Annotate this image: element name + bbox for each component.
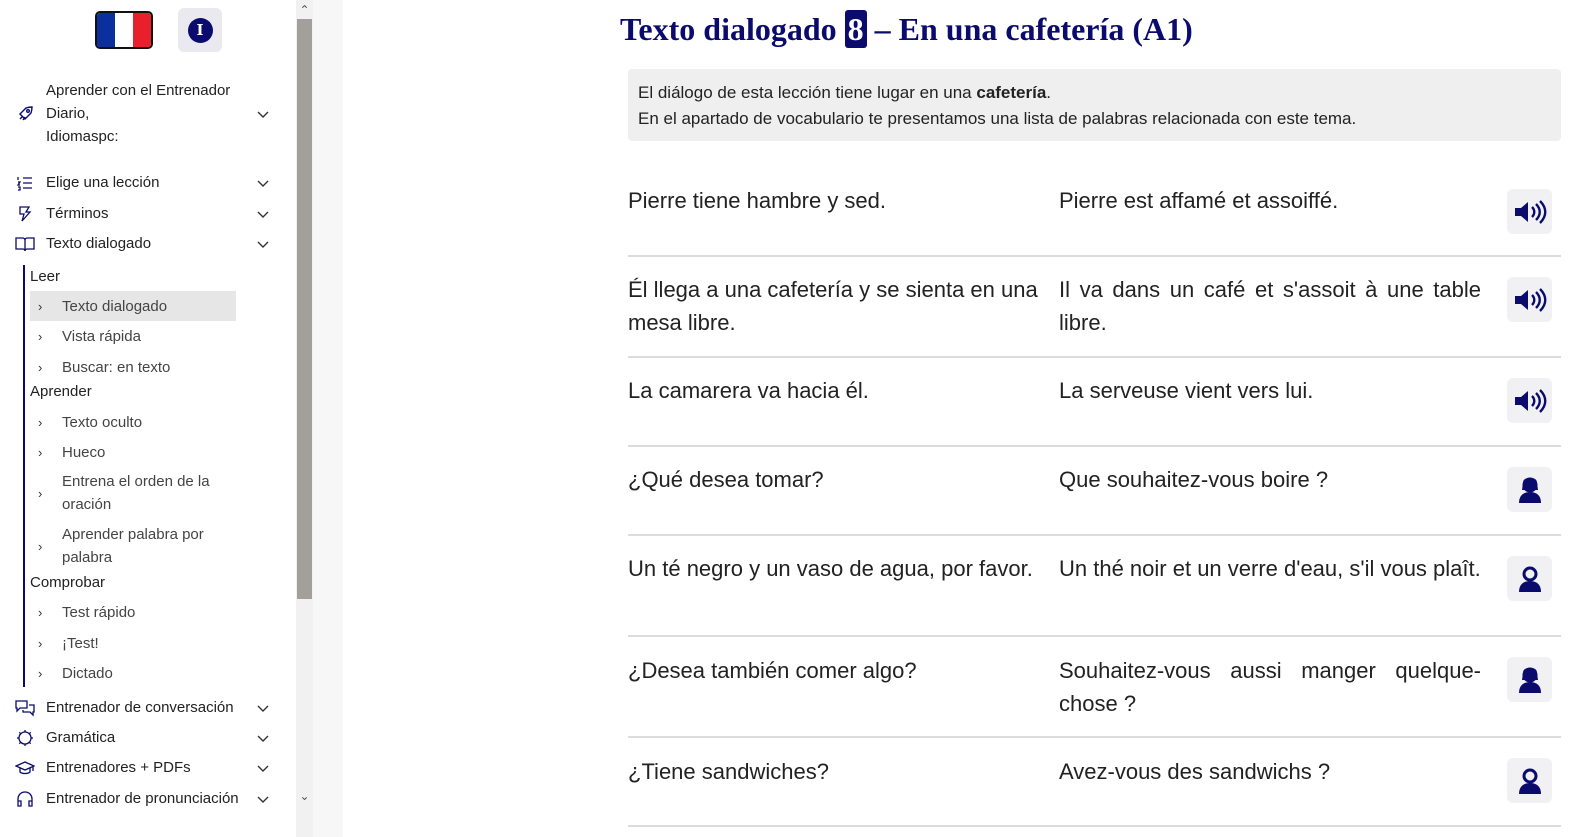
submenu-heading-leer: Leer [30,268,61,285]
play-audio-button[interactable] [1507,189,1552,234]
submenu-item-label: Test rápido [62,603,136,621]
submenu-item-test[interactable] [30,631,236,655]
scroll-up-arrow-icon[interactable]: ⌃ [299,3,310,17]
french-sentence: Souhaitez-vous aussi manger quelque-chose ? [1059,658,1481,716]
nav-entrenador-pronunciacion[interactable] [14,787,270,810]
nav-gramatica[interactable] [14,726,270,749]
submenu-heading-aprender: Aprender [30,383,92,400]
dialogue-row [628,447,1561,536]
nav-label: Entrenador de pronunciación [46,790,239,807]
nav-label: Entrenadores + PDFs [46,759,191,776]
submenu-item-label: Texto dialogado [62,297,168,315]
chevron-right-icon: › [38,665,43,681]
submenu-item-palabra-por-palabra[interactable] [30,523,236,569]
submenu-item-label: Texto oculto [62,413,143,431]
speaker-role-button[interactable] [1507,556,1552,601]
submenu-item-orden-oracion[interactable] [30,470,236,516]
female-person-icon [1517,476,1543,504]
chevron-right-icon: › [38,538,43,554]
french-sentence: Que souhaitez-vous boire ? [1059,467,1329,492]
chevron-down-icon [256,701,270,715]
spanish-sentence: ¿Qué desea tomar? [628,467,824,492]
french-flag-button[interactable] [95,11,153,49]
chevron-down-icon [256,761,270,775]
submenu-item-vista-rapida[interactable] [30,324,236,348]
speaker-icon [1513,287,1547,313]
chevron-down-icon [256,107,270,121]
nav-entrenador-conversacion[interactable] [14,696,270,719]
dialogue-row [628,358,1561,447]
submenu-item-texto-oculto[interactable] [30,410,236,434]
speaker-role-button[interactable] [1507,758,1552,803]
sidebar-scrollbar-thumb[interactable] [297,19,312,599]
spanish-sentence: Él llega a una cafetería y se sienta en una mesa libre. [628,277,1038,335]
chevron-right-icon: › [38,635,43,651]
nav-label: Entrenador de conversación [46,699,234,716]
chevron-down-icon [256,176,270,190]
nav-aprender-entrenador[interactable] [14,79,270,148]
nav-entrenadores-pdfs[interactable] [14,756,270,779]
chevron-down-icon [256,731,270,745]
chevron-right-icon: › [38,485,43,501]
french-sentence: Un thé noir et un verre d'eau, s'il vous plaît. [1059,556,1481,581]
spanish-sentence: ¿Desea también comer algo? [628,658,917,683]
male-person-icon [1517,767,1543,795]
graduation-cap-icon [14,757,36,779]
speaker-icon [1513,199,1547,225]
rocket-icon [14,103,36,125]
chevron-down-icon [256,207,270,221]
spanish-sentence: ¿Tiene sandwiches? [628,759,829,784]
flag-red-stripe [133,13,151,47]
submenu-item-dictado[interactable] [30,661,236,685]
intro-bold-word: cafetería [976,83,1047,102]
nav-label: Texto dialogado [46,235,152,252]
submenu-item-texto-dialogado[interactable] [30,291,236,321]
dialogue-row [628,257,1561,358]
female-person-icon [1517,666,1543,694]
nav-label-line: Diario, [46,105,90,122]
chevron-right-icon: › [38,359,43,375]
sidebar [0,0,296,837]
spanish-sentence: Pierre tiene hambre y sed. [628,188,887,213]
chevron-right-icon: › [38,444,43,460]
chevron-down-icon [256,792,270,806]
nav-label: Gramática [46,729,116,746]
dialogue-row [628,181,1561,257]
spanish-sentence: Un té negro y un vaso de agua, por favor. [628,556,1033,581]
page-title [620,10,1193,48]
gear-outline-icon [14,727,36,749]
info-button[interactable] [178,8,222,52]
submenu-item-test-rapido[interactable] [30,600,236,624]
submenu-indicator-line [23,265,25,687]
nav-elige-leccion[interactable] [14,171,270,194]
info-icon: I [188,18,213,43]
content-gutter [313,0,343,837]
nav-label: Elige una lección [46,174,160,191]
intro-line-2: En el apartado de vocabulario te presentamos una lista de palabras relacionada con este tema. [638,109,1357,128]
submenu-heading-comprobar: Comprobar [30,574,106,591]
lightning-icon [14,203,36,225]
play-audio-button[interactable] [1507,277,1552,322]
nav-label-line: Idiomaspc: [46,128,119,145]
headphones-icon [14,788,36,810]
submenu-item-label: Aprender palabra por palabra [62,526,204,566]
intro-text: . [1046,83,1052,102]
flag-blue-stripe [97,13,115,47]
submenu-item-hueco[interactable] [30,440,236,464]
submenu-item-label: Hueco [62,443,106,461]
french-sentence: La serveuse vient vers lui. [1059,378,1314,403]
nav-terminos[interactable] [14,202,270,225]
open-book-icon [14,233,36,255]
title-prefix: Texto dialogado [620,11,837,47]
intro-text: El diálogo de esta lección tiene lugar en una [638,83,977,102]
submenu-item-label: Entrena el orden de la oración [62,473,210,513]
chevron-right-icon: › [38,298,43,314]
chat-bubbles-icon [14,697,36,719]
chevron-down-icon [256,237,270,251]
male-person-icon [1517,565,1543,593]
chevron-right-icon: › [38,328,43,344]
nav-label-line: Aprender con el Entrenador [46,82,231,99]
title-suffix: – En una cafetería (A1) [874,11,1193,47]
intro-box [628,69,1561,141]
list-numbered-icon [14,172,36,194]
speaker-role-button[interactable] [1507,657,1552,702]
french-sentence: Pierre est affamé et assoiffé. [1059,188,1339,213]
submenu-item-buscar[interactable] [30,355,236,379]
chevron-right-icon: › [38,604,43,620]
play-audio-button[interactable] [1507,378,1552,423]
chevron-right-icon: › [38,414,43,430]
submenu-item-label: ¡Test! [62,634,99,652]
intro-line-1 [638,80,1551,106]
french-sentence: Avez-vous des sandwichs ? [1059,759,1331,784]
dialogue-row [628,738,1561,827]
nav-texto-dialogado[interactable] [14,232,270,255]
speaker-icon [1513,388,1547,414]
dialogue-row [628,637,1561,738]
scroll-down-arrow-icon[interactable]: ⌄ [299,789,310,803]
submenu-item-label: Vista rápida [62,327,141,345]
french-sentence: Il va dans un café et s'assoit à une table libre. [1059,277,1481,335]
speaker-role-button[interactable] [1507,467,1552,512]
spanish-sentence: La camarera va hacia él. [628,378,869,403]
nav-label: Términos [46,205,109,222]
dialogue-row [628,536,1561,637]
submenu-item-label: Buscar: en texto [62,358,171,376]
flag-white-stripe [115,13,133,47]
lesson-number-badge: 8 [845,10,867,48]
submenu-item-label: Dictado [62,664,113,682]
